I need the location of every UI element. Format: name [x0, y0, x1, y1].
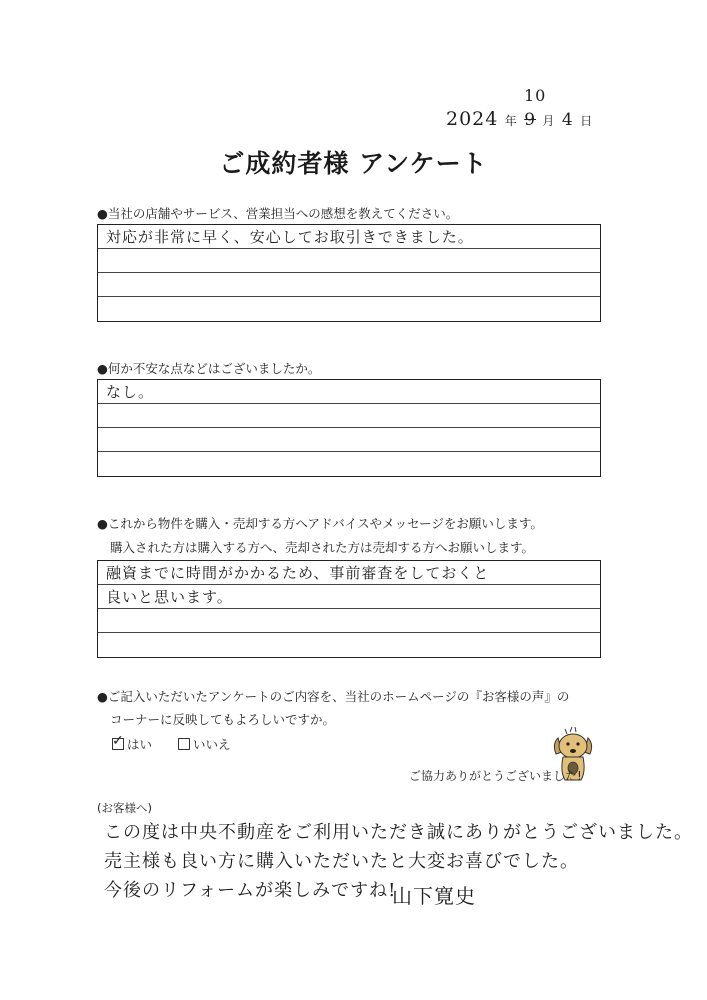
- date-month-struck: 9: [524, 110, 537, 130]
- answer-text: 良いと思います。: [106, 588, 233, 606]
- answer-line: [98, 452, 600, 476]
- date-year-unit: 年: [504, 114, 518, 128]
- question-1: ●当社の店舗やサービス、営業担当への感想を教えてください。: [97, 206, 459, 221]
- customer-message-line: この度は中央不動産をご利用いただき誠にありがとうございました。: [104, 822, 693, 843]
- answer-line: [98, 297, 600, 321]
- date-day-unit: 日: [580, 114, 594, 128]
- answer-line: [98, 225, 600, 249]
- answer-line: [98, 273, 600, 297]
- consent-no-label: いいえ: [192, 737, 231, 752]
- question-3-subtext: 購入された方は購入する方へ、売却された方は売却する方へお願いします。: [110, 540, 535, 555]
- answer-line: [98, 428, 600, 452]
- consent-options: [112, 735, 231, 753]
- answer-line: [98, 249, 600, 273]
- answer-box-3: [97, 560, 601, 658]
- survey-date: [446, 108, 593, 130]
- customer-message-label: (お客様へ): [97, 801, 152, 815]
- consent-yes-checkbox[interactable]: [112, 738, 124, 750]
- answer-line: [98, 380, 600, 404]
- consent-yes-label: はい: [127, 737, 153, 752]
- thanks-message: ご協力ありがとうございました!: [409, 769, 582, 783]
- answer-line: [98, 561, 600, 585]
- question-4-line1: ●ご記入いただいたアンケートのご内容を、当社のホームページの『お客様の声』の: [97, 689, 570, 704]
- signature: 山下寛史: [392, 884, 476, 908]
- question-4-line2: コーナーに反映してもよろしいですか。: [110, 712, 336, 727]
- answer-line: [98, 585, 600, 609]
- answer-text: 対応が非常に早く、安心してお取引きできました。: [106, 228, 474, 246]
- answer-line: [98, 609, 600, 633]
- answer-box-2: [97, 379, 601, 477]
- answer-text: なし。: [106, 383, 155, 401]
- answer-line: [98, 633, 600, 657]
- date-day: 4: [561, 110, 574, 130]
- date-year: 2024: [446, 108, 499, 130]
- page-title: ご成約者様 アンケート: [219, 149, 488, 178]
- answer-box-1: [97, 224, 601, 322]
- consent-no-checkbox[interactable]: [178, 738, 190, 750]
- date-month-unit: 月: [542, 114, 556, 128]
- customer-message-line: 売主様も良い方に購入いただいたと大変お喜びでした。: [104, 851, 579, 872]
- customer-message-line: 今後のリフォームが楽しみですね!: [104, 880, 397, 901]
- answer-text: 融資までに時間がかかるため、事前審査をしておくと: [106, 564, 490, 582]
- date-month-corrected: 10: [524, 86, 547, 105]
- question-2: ●何か不安な点などはございましたか。: [97, 361, 321, 376]
- answer-line: [98, 404, 600, 428]
- question-3: ●これから物件を購入・売却する方へアドバイスやメッセージをお願いします。: [97, 516, 543, 531]
